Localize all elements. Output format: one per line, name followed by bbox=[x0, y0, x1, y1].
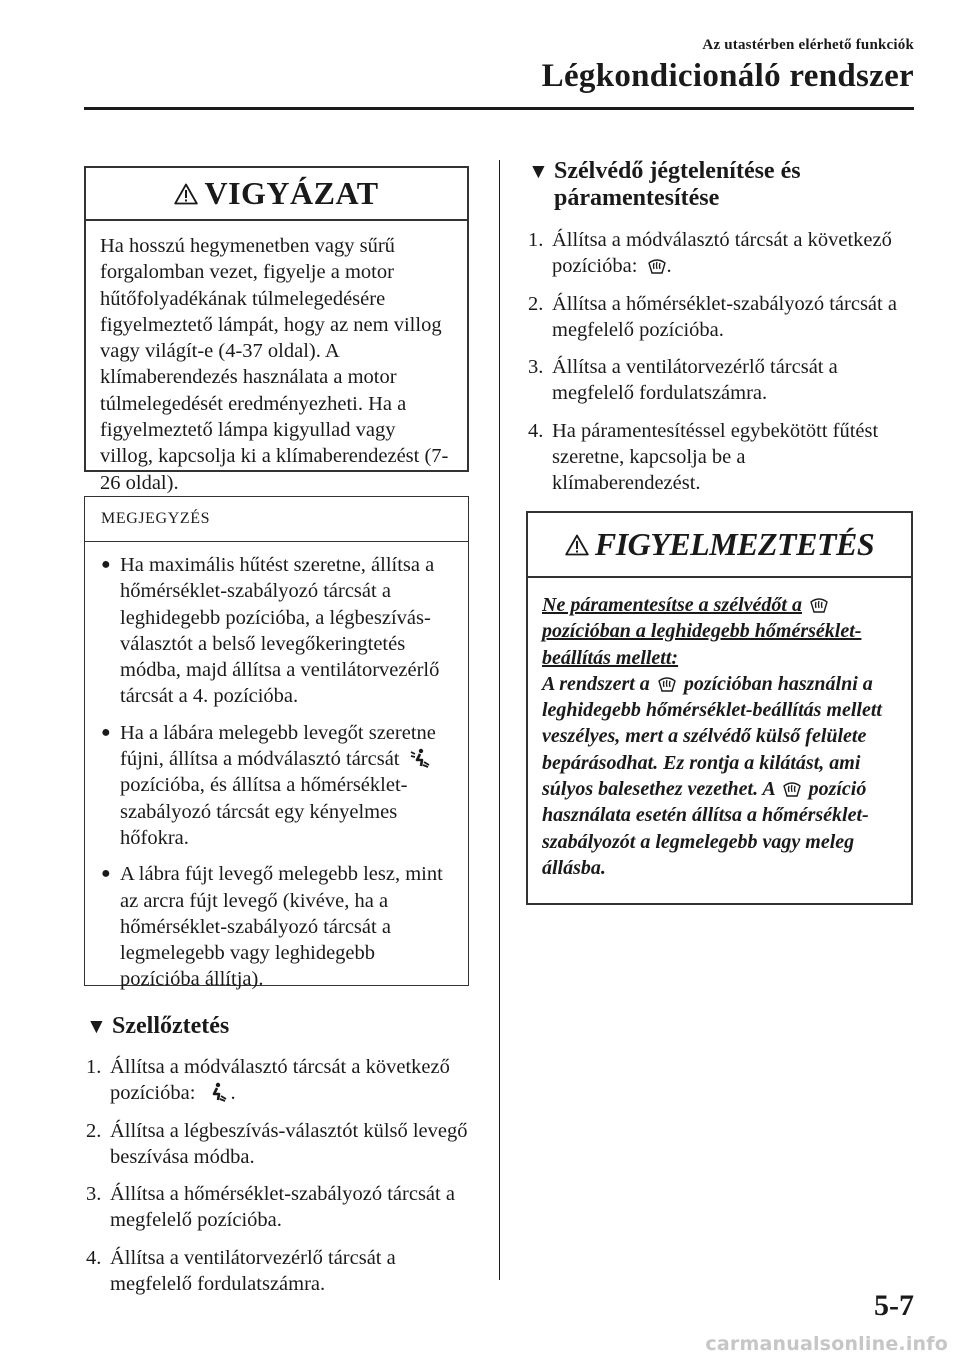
bullet-dot: ● bbox=[101, 723, 111, 741]
bullet-dot: ● bbox=[101, 865, 111, 883]
list-item: 3. Állítsa a hőmérséklet-szabályozó tárcsát a megfelelő pozícióba. bbox=[86, 1183, 455, 1232]
page-number: 5-7 bbox=[874, 1289, 914, 1322]
caution-title: VIGYÁZAT bbox=[204, 175, 379, 211]
ventilation-heading-text: Szellőztetés bbox=[112, 1013, 230, 1039]
warning-triangle-icon bbox=[565, 534, 589, 556]
note-box bbox=[84, 496, 469, 991]
floor-defrost-mode-icon bbox=[409, 748, 431, 768]
note-bullet bbox=[99, 720, 454, 851]
caution-text: Ha hosszú hegymenetben vagy sűrű forgalomban vezet, figyelje a motor hűtőfolyadékának túlmelegedésére figyelmeztető lámpát, hogy az nem villog vagy világít-e (4-37 oldal). A klímaberendezés használata a motor túlmelegedését eredményezheti. Ha a figyelmeztető lámpa kigyullad vagy villog, kapcsolja ki a klímaberendezést (7-26 oldal). bbox=[100, 235, 449, 494]
windshield-defrost-icon bbox=[782, 780, 802, 798]
note-bullet-text: A lábra fújt levegő melegebb lesz, mint az arcra fújt levegő (kivéve, ha a hőmérséklet-szabályozó tárcsát a legmelegebb vagy leghidegebb pozícióba állítja). bbox=[120, 863, 443, 991]
defrost-steps bbox=[528, 227, 898, 508]
ventilation-steps bbox=[86, 1054, 476, 1308]
note-bullet-text: Ha a lábára melegebb levegőt szeretne fújni, állítsa a módválasztó tárcsát bbox=[120, 721, 436, 771]
note-bullet bbox=[99, 552, 454, 710]
defrost-heading-text: páramentesítése bbox=[554, 185, 720, 211]
section-marker-icon: ▼ bbox=[528, 159, 549, 183]
list-item: 1. Állítsa a módválasztó tárcsát a következő pozícióba: . bbox=[86, 1056, 450, 1105]
column-divider bbox=[499, 160, 500, 1280]
warning-header bbox=[528, 513, 911, 578]
header-rule bbox=[84, 107, 914, 110]
list-item: 2. Állítsa a légbeszívás-választót külső levegő beszívása módba. bbox=[86, 1119, 468, 1168]
windshield-defrost-icon bbox=[809, 596, 829, 614]
list-item: 1. Állítsa a módválasztó tárcsát a következő pozícióba: . bbox=[528, 229, 892, 278]
warning-box bbox=[526, 511, 913, 905]
ventilation-heading bbox=[86, 1013, 229, 1040]
list-item: 4. Állítsa a ventilátorvezérlő tárcsát a megfelelő fordulatszámra. bbox=[86, 1246, 396, 1296]
warning-triangle-icon bbox=[174, 183, 198, 205]
note-bullet bbox=[99, 861, 454, 992]
page-title: Légkondicionáló rendszer bbox=[541, 58, 914, 94]
windshield-defrost-icon bbox=[647, 257, 667, 275]
caution-header bbox=[86, 168, 467, 221]
floor-mode-icon bbox=[207, 1082, 227, 1102]
list-item: 4. Ha páramentesítéssel egybekötött fűtést szeretne, kapcsolja be a klímaberendezést. bbox=[528, 419, 879, 495]
defrost-heading bbox=[528, 158, 801, 212]
caution-box bbox=[84, 166, 469, 494]
windshield-defrost-icon bbox=[657, 675, 677, 693]
note-title: MEGJEGYZÉS bbox=[101, 510, 211, 527]
watermark: carmanualsonline.info bbox=[705, 1333, 948, 1355]
list-item: 3. Állítsa a ventilátorvezérlő tárcsát a megfelelő fordulatszámra. bbox=[528, 356, 838, 405]
section-marker-icon: ▼ bbox=[86, 1014, 107, 1038]
defrost-heading-text: Szélvédő jégtelenítése és bbox=[554, 158, 801, 184]
running-header-section: Az utastérben elérhető funkciók bbox=[702, 37, 914, 53]
warning-text: Ne páramentesítse a szélvédőt a pozícióban a leghidegebb hőmérséklet-beállítás mellett: A rendszert a pozícióban használni a leghidegebb hőmérséklet-beállítás mellett veszélyes, mert a szélvédő külső felülete bepárásodhat. Ez rontja a kilátást, ami súlyos balesethez vezethet. A pozíció használata esetén állítsa a hőmérséklet-szabályozót a legmelegebb vagy meleg állásba. bbox=[542, 594, 882, 879]
note-header bbox=[85, 497, 468, 542]
note-bullet-text: pozícióba, és állítsa a hőmérséklet-szabályozó tárcsát egy kényelmes hőfokra. bbox=[120, 774, 408, 849]
warning-title: FIGYELMEZTETÉS bbox=[594, 526, 875, 562]
list-item: 2. Állítsa a hőmérséklet-szabályozó tárcsát a megfelelő pozícióba. bbox=[528, 292, 897, 341]
note-bullet-text: Ha maximális hűtést szeretne, állítsa a hőmérséklet-szabályozó tárcsát a leghidegebb pozícióba, a légbeszívás-választót a belső levegőkeringtetés módba, majd állítsa a ventilátorvezérlő tárcsát a 4. pozícióba. bbox=[120, 554, 440, 708]
note-body bbox=[85, 542, 468, 1013]
bullet-dot: ● bbox=[101, 556, 111, 573]
